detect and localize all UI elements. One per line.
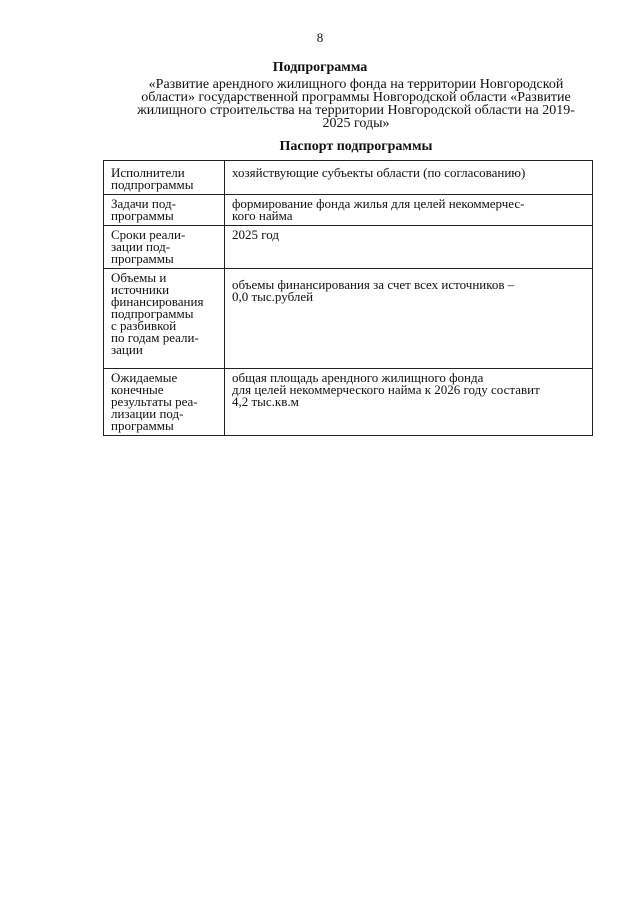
row-value [225, 195, 593, 226]
label-line: Исполнители [111, 165, 185, 180]
table-row [104, 269, 593, 369]
row-label [104, 195, 225, 226]
subtitle-line: «Развитие арендного жилищного фонда на территории Новгородской [148, 77, 564, 92]
table-row [104, 369, 593, 436]
label-line: конечные [111, 382, 164, 397]
label-line: Задачи под- [111, 196, 176, 211]
document-heading: Подпрограмма [272, 60, 368, 75]
label-line: подпрограммы [111, 306, 194, 321]
row-value [225, 226, 593, 269]
value-line: общая площадь арендного жилищного фонда [232, 370, 484, 385]
label-line: программы [111, 208, 174, 223]
row-value [225, 269, 593, 369]
table-row [104, 226, 593, 269]
subprogram-title [110, 78, 602, 130]
label-line: результаты реа- [111, 394, 198, 409]
value-line: для целей некоммерческого найма к 2026 году составит [232, 382, 540, 397]
value-line: 0,0 тыс.рублей [232, 289, 314, 304]
table-row [104, 195, 593, 226]
label-line: зации [111, 342, 143, 357]
label-line: подпрограммы [111, 177, 194, 192]
row-label [104, 269, 225, 369]
page-number: 8 [316, 30, 324, 45]
value-line: 4,2 тыс.кв.м [232, 394, 299, 409]
label-line: программы [111, 418, 174, 433]
value-line: 2025 год [232, 227, 279, 242]
label-line: Сроки реали- [111, 227, 186, 242]
subtitle-line: жилищного строительства на территории Новгородской области на 2019- [137, 103, 575, 118]
label-line: Объемы и [111, 270, 167, 285]
subtitle-line: 2025 годы» [322, 116, 390, 131]
passport-table [103, 160, 593, 436]
row-value [225, 161, 593, 195]
label-line: зации под- [111, 239, 171, 254]
label-line: с разбивкой [111, 318, 177, 333]
row-value [225, 369, 593, 436]
table-row [104, 161, 593, 195]
row-label [104, 161, 225, 195]
label-line: финансирования [111, 294, 204, 309]
label-line: Ожидаемые [111, 370, 178, 385]
label-line: по годам реали- [111, 330, 199, 345]
label-line: лизации под- [111, 406, 184, 421]
row-label [104, 369, 225, 436]
label-line: источники [111, 282, 170, 297]
value-line: хозяйствующие субъекты области (по согласованию) [232, 165, 526, 180]
value-line: формирование фонда жилья для целей некоммерчес- [232, 196, 525, 211]
value-line: кого найма [232, 208, 293, 223]
row-label [104, 226, 225, 269]
passport-title: Паспорт подпрограммы [279, 139, 433, 154]
subtitle-line: области» государственной программы Новгородской области «Развитие [141, 90, 571, 105]
label-line: программы [111, 251, 174, 266]
value-line: объемы финансирования за счет всех источников – [232, 277, 515, 292]
